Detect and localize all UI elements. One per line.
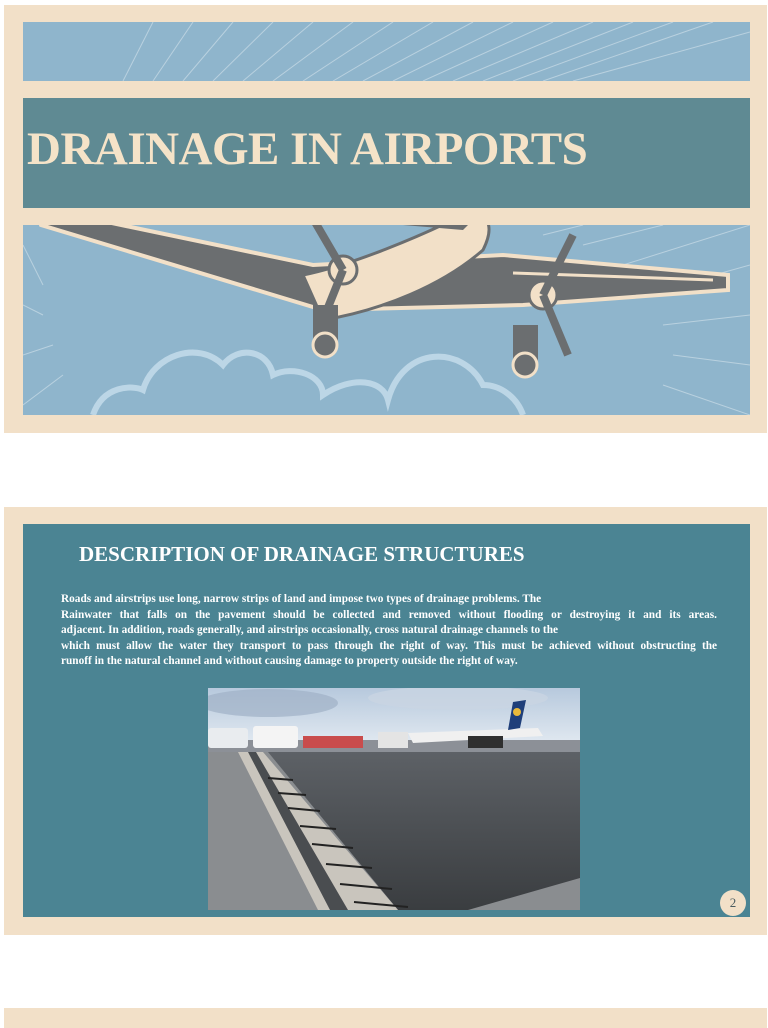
- section-title: DESCRIPTION OF DRAINAGE STRUCTURES: [79, 542, 525, 566]
- scene-art: [23, 225, 750, 415]
- title-slide: [4, 5, 767, 433]
- vintage-airplane-illustration: [35, 225, 728, 377]
- cloud-icon: [93, 353, 523, 415]
- title-band: [23, 98, 750, 208]
- runway-photo-art: [208, 688, 580, 910]
- page-number: 2: [720, 890, 746, 916]
- body-line: Roads and airstrips use long, narrow strips of land and impose two types of drainage problems. The: [61, 593, 542, 605]
- body-line: adjacent. In addition, roads generally, and airstrips occasionally, cross natural drainage channels to the: [61, 624, 558, 636]
- airplane-scene: [23, 225, 750, 415]
- next-slide-edge: [4, 1008, 767, 1028]
- content-panel: [23, 524, 750, 917]
- runway-drainage-photo: [208, 688, 580, 910]
- body-line: which must allow the water they transport to pass through the right of way. This must be achieved without obstructing the: [61, 639, 717, 652]
- body-line: runoff in the natural channel and without causing damage to property outside the right of way.: [61, 655, 518, 667]
- sky-band-top: [23, 22, 750, 81]
- sun-rays-decoration: [23, 22, 750, 81]
- slide-title: DRAINAGE IN AIRPORTS: [27, 123, 588, 175]
- content-slide: [4, 507, 767, 935]
- body-line: Rainwater that falls on the pavement should be collected and removed without flooding or destroying it and its areas.: [61, 608, 717, 621]
- body-paragraph: [61, 592, 717, 670]
